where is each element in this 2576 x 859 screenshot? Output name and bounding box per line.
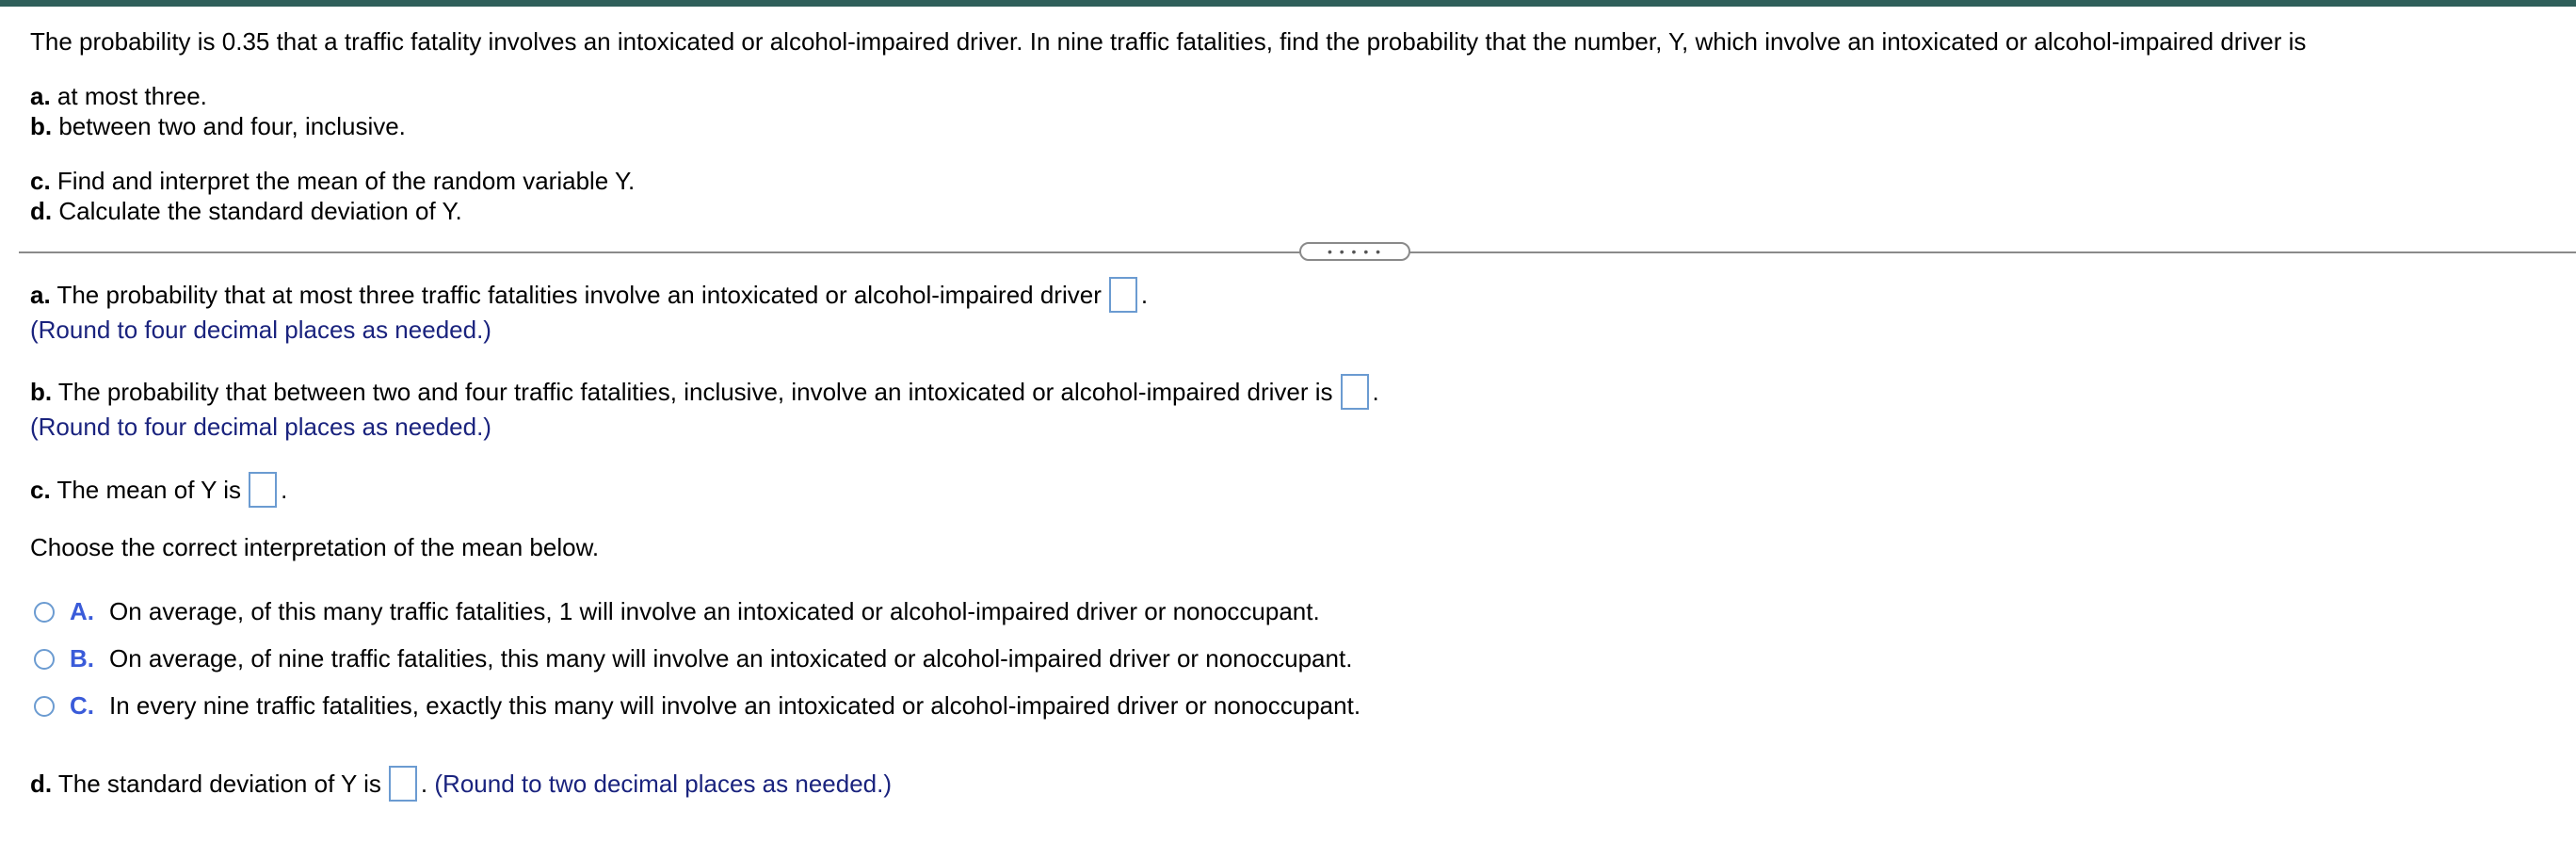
option-text: On average, of this many traffic fatalities, 1 will involve an intoxicated or alcohol-impaired driver or nonoccupant.	[109, 597, 1320, 625]
answer-a-input[interactable]	[1109, 277, 1137, 313]
option-text: In every nine traffic fatalities, exactly this many will involve an intoxicated or alcohol-impaired driver or nonoccupant.	[109, 691, 1361, 720]
option-letter: A.	[70, 597, 94, 625]
answer-d-input[interactable]	[389, 766, 417, 802]
section-divider	[19, 251, 2576, 253]
option-c[interactable]	[34, 690, 1360, 721]
item-label: a.	[30, 82, 51, 110]
answer-b-input[interactable]	[1341, 374, 1369, 410]
answer-end: .	[1372, 378, 1379, 406]
radio-button-icon[interactable]	[34, 649, 55, 670]
option-text: On average, of nine traffic fatalities, this many will involve an intoxicated or alcohol-impaired driver or nonoccupant.	[109, 644, 1353, 673]
radio-button-icon[interactable]	[34, 602, 55, 623]
answer-b-hint: (Round to four decimal places as needed.)	[30, 413, 491, 441]
item-text: at most three.	[56, 82, 207, 110]
item-label: c.	[30, 167, 51, 195]
option-letter: B.	[70, 644, 94, 673]
answer-text: The mean of Y is	[56, 476, 242, 504]
answer-end: .	[420, 770, 428, 798]
answer-d-hint: (Round to two decimal places as needed.)	[434, 770, 892, 798]
answer-c-input[interactable]	[249, 472, 277, 508]
answer-text: The standard deviation of Y is	[57, 770, 381, 798]
answer-d-row	[30, 766, 892, 802]
answer-c-row	[30, 472, 287, 508]
item-text: between two and four, inclusive.	[58, 112, 406, 140]
item-label: d.	[30, 197, 53, 225]
problem-item-a	[30, 81, 207, 111]
top-accent-bar	[0, 0, 2576, 7]
answer-a-hint: (Round to four decimal places as needed.)	[30, 316, 491, 344]
answer-label: c.	[30, 476, 51, 504]
option-a[interactable]	[34, 596, 1320, 626]
interpretation-prompt: Choose the correct interpretation of the mean below.	[30, 533, 600, 561]
problem-item-d	[30, 196, 462, 226]
item-text: Calculate the standard deviation of Y.	[58, 197, 462, 225]
item-label: b.	[30, 112, 53, 140]
answer-end: .	[1140, 281, 1149, 309]
problem-item-c	[30, 166, 635, 196]
answer-label: d.	[30, 770, 53, 798]
problem-item-b	[30, 111, 406, 141]
expand-toggle-button[interactable]: • • • • •	[1299, 242, 1410, 261]
option-b[interactable]	[34, 643, 1352, 673]
problem-statement: The probability is 0.35 that a traffic fatality involves an intoxicated or alcohol-impaired driver. In nine traffic fatalities, find the probability that the number, Y, which involve an intoxicated or alcohol-impaired driver is	[30, 27, 2307, 56]
answer-text: The probability that between two and four traffic fatalities, inclusive, involve an intoxicated or alcohol-impaired driver is	[57, 378, 1333, 406]
answer-end: .	[281, 476, 288, 504]
answer-label: a.	[30, 281, 51, 309]
option-letter: C.	[70, 691, 94, 720]
answer-b-row	[30, 374, 1379, 410]
answer-label: b.	[30, 378, 53, 406]
answer-text: The probability that at most three traffic fatalities involve an intoxicated or alcohol-impaired driver	[56, 281, 1102, 309]
answer-a-row	[30, 277, 1148, 313]
radio-button-icon[interactable]	[34, 696, 55, 717]
item-text: Find and interpret the mean of the random variable Y.	[56, 167, 636, 195]
